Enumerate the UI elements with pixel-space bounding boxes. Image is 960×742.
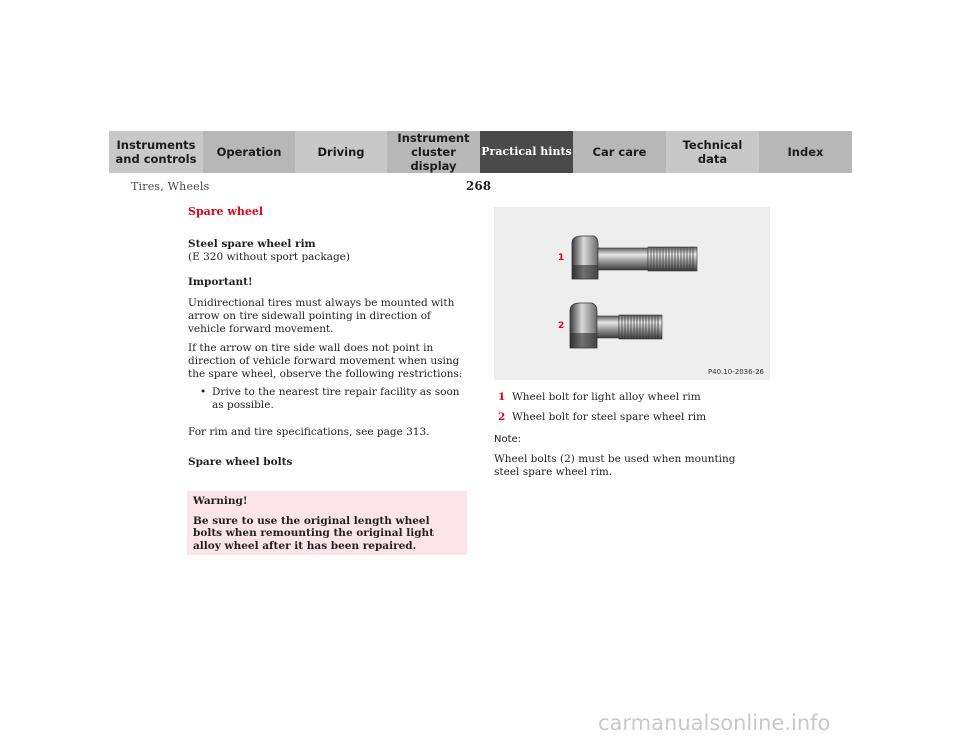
right-column — [494, 391, 784, 479]
tab-label: Index — [787, 145, 824, 159]
paragraph-specifications: For rim and tire specifications, see page 313. — [188, 426, 430, 438]
tab-instruments-and-controls[interactable] — [109, 131, 203, 173]
bullet-text: Drive to the nearest tire repair facility as soon as possible. — [212, 386, 460, 411]
tab-label: Technical data — [682, 138, 743, 166]
warning-box — [187, 491, 467, 555]
legend-number: 1 — [498, 391, 506, 403]
section-title: Tires, Wheels — [131, 180, 210, 193]
note-text: Wheel bolts (2) must be used when mounting steel spare wheel rim. — [494, 453, 736, 478]
legend-item-2 — [494, 411, 784, 424]
spare-wheel-heading: Spare wheel — [188, 205, 264, 218]
legend-text: Wheel bolt for steel spare wheel rim — [512, 411, 707, 423]
steel-rim-subheading: Steel spare wheel rim — [188, 238, 316, 250]
watermark: carmanualsonline.info — [598, 711, 831, 735]
legend-item-1 — [494, 391, 784, 404]
tab-operation[interactable] — [203, 131, 295, 173]
tab-label: Operation — [216, 145, 282, 159]
wheel-bolts-drawing — [494, 207, 770, 380]
tab-label: Instruments and controls — [115, 138, 197, 166]
tab-label: Practical hints — [481, 145, 572, 158]
tab-driving[interactable] — [295, 131, 387, 173]
tab-label: Car care — [592, 145, 647, 159]
legend-number: 2 — [498, 411, 506, 423]
callout-2: 2 — [558, 321, 565, 331]
tab-index[interactable] — [759, 131, 852, 173]
important-label: Important! — [188, 276, 253, 288]
warning-text: Be sure to use the original length wheel bolts when remounting the original light alloy wheel after it has been repaired. — [193, 514, 435, 552]
model-note: (E 320 without sport package) — [188, 251, 350, 263]
warning-title: Warning! — [193, 495, 248, 507]
callout-1: 1 — [558, 253, 565, 263]
paragraph-restrictions: If the arrow on tire side wall does not point in direction of vehicle forward movement when using the spare wheel, observe the following restrictions: — [188, 342, 463, 380]
tab-practical-hints[interactable] — [480, 131, 573, 173]
tab-instrument-cluster-display[interactable] — [387, 131, 480, 173]
bolt-2-short — [570, 303, 662, 348]
section-tab-bar — [109, 131, 852, 173]
spare-wheel-bolts-heading: Spare wheel bolts — [188, 456, 293, 468]
tab-label: Instrument cluster display — [397, 131, 470, 173]
wheel-bolts-illustration — [494, 207, 770, 380]
tab-label: Driving — [317, 145, 365, 159]
note-label: Note: — [494, 434, 522, 445]
figure-code: P40.10-2036-26 — [707, 368, 764, 376]
tab-technical-data[interactable] — [666, 131, 759, 173]
paragraph-arrow: Unidirectional tires must always be mounted with arrow on tire sidewall pointing in direction of vehicle forward movement. — [188, 297, 455, 335]
tab-car-care[interactable] — [573, 131, 666, 173]
bolt-1-long — [572, 236, 697, 279]
legend-text: Wheel bolt for light alloy wheel rim — [512, 391, 701, 403]
bullet-icon: • — [200, 386, 207, 398]
left-column — [188, 205, 470, 469]
page-number: 268 — [466, 179, 492, 193]
list-item — [188, 386, 470, 412]
